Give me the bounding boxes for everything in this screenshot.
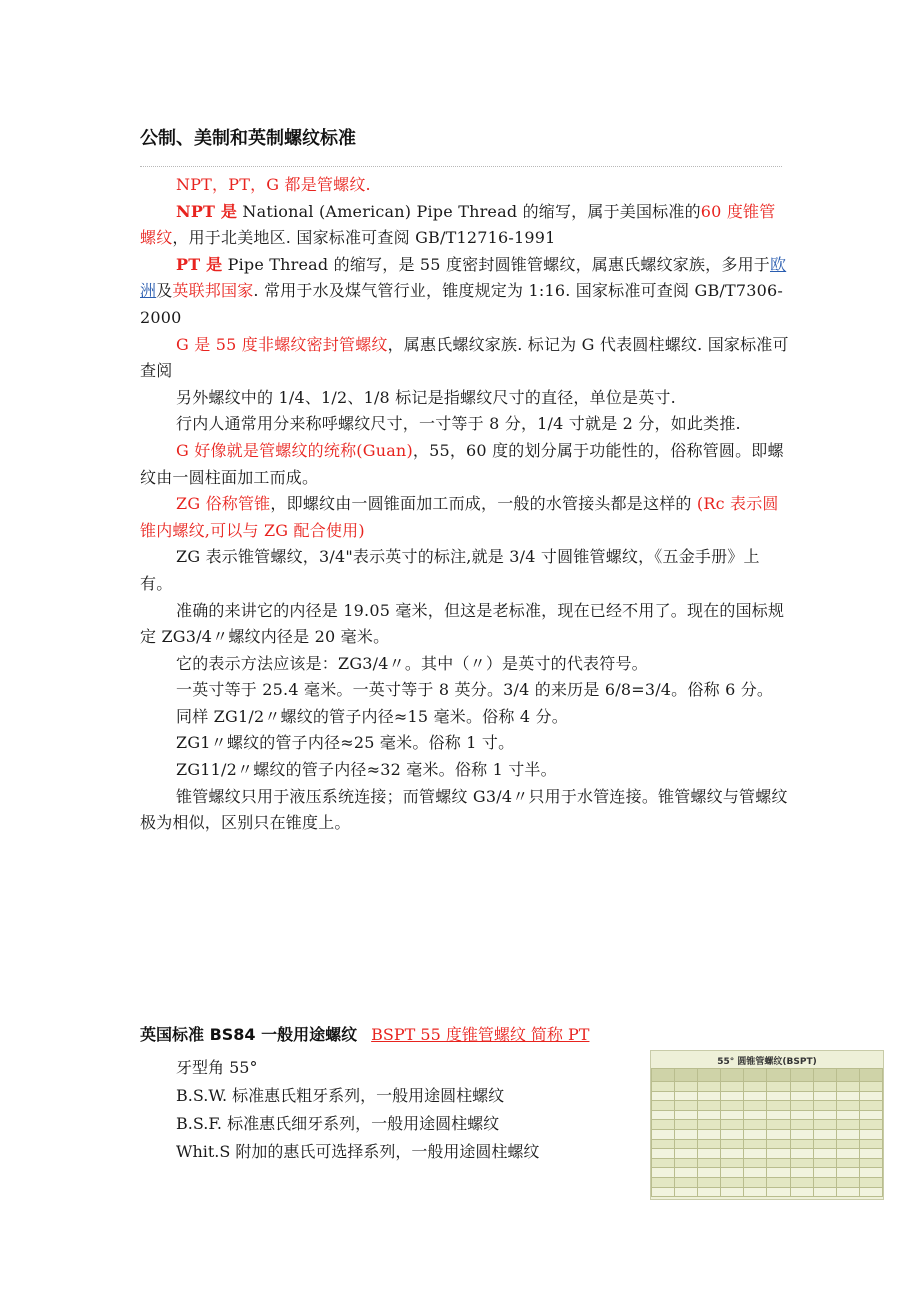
paragraph-npt: [140, 199, 790, 252]
list-item: 牙型角 55°: [176, 1058, 258, 1077]
section-title-text: 英国标准 BS84 一般用途螺纹: [140, 1025, 358, 1044]
paragraph-6: 行内人通常用分来称呼螺纹尺寸，一寸等于 8 分，1/4 寸就是 2 分，如此类推.: [176, 414, 741, 434]
p3-lead: PT 是: [176, 254, 223, 274]
p2-tail: ，用于北美地区. 国家标准可查阅 GB/T12716-1991: [172, 228, 556, 248]
p4-tail: ，属惠氏螺纹家族. 标记为 G 代表圆柱螺纹. 国家标准可查阅: [140, 334, 789, 381]
p7-lead: G 好像就是管螺纹的统称(Guan): [176, 440, 413, 460]
p4-lead: G 是 55 度非螺纹密封管螺纹: [176, 334, 388, 354]
europe-link[interactable]: 欧洲: [140, 254, 787, 301]
list-item: B.S.W. 标准惠氏粗牙系列，一般用途圆柱螺纹: [176, 1086, 505, 1105]
p1-text: NPT，PT，G 都是管螺纹.: [176, 175, 371, 194]
paragraph-16: 锥管螺纹只用于液压系统连接；而管螺纹 G3/4〃只用于水管连接。锥管螺纹与管螺纹极为相似，区别只在锥度上。: [140, 786, 788, 833]
paragraph-12: 一英寸等于 25.4 毫米。一英寸等于 8 英分。3/4 的来历是 6/8=3/4。俗称 6 分。: [176, 680, 774, 700]
paragraph-11: 它的表示方法应该是：ZG3/4〃。其中（〃）是英寸的代表符号。: [176, 653, 648, 673]
list-item: B.S.F. 标准惠氏细牙系列，一般用途圆柱螺纹: [176, 1114, 500, 1133]
p8-red: (Rc 表示圆锥内螺纹,可以与 ZG 配合使用): [140, 494, 779, 540]
paragraph-5: 另外螺纹中的 1/4、1/2、1/8 标记是指螺纹尺寸的直径，单位是英寸.: [176, 387, 676, 407]
p3-mid: Pipe Thread 的缩写，是 55 度密封圆锥管螺纹，属惠氏螺纹家族，多用于: [222, 254, 770, 274]
p7-tail: ，55，60 度的划分属于功能性的，俗称管圆。即螺纹由一圆柱面加工而成。: [140, 440, 784, 487]
document-body: [140, 172, 790, 837]
paragraph-13: 同样 ZG1/2〃螺纹的管子内径≈15 毫米。俗称 4 分。: [176, 706, 568, 726]
section-subtitle-link[interactable]: BSPT 55 度锥管螺纹 简称 PT: [371, 1025, 590, 1044]
p3-tail: . 常用于水及煤气管行业，锥度规定为 1:16. 国家标准可查阅 GB/T7306-2000: [140, 281, 783, 327]
p3-and: 及: [156, 281, 173, 301]
paragraph-9: ZG 表示锥管螺纹，3/4"表示英寸的标注,就是 3/4 寸圆锥管螺纹，《五金手册》上有。: [140, 547, 760, 593]
paragraph-14: ZG1〃螺纹的管子内径≈25 毫米。俗称 1 寸。: [176, 733, 515, 753]
p8-mid: ，即螺纹由一圆锥面加工而成，一般的水管接头都是这样的: [270, 494, 697, 514]
p3-red: 英联邦国家: [172, 281, 254, 301]
paragraph-7: [140, 438, 790, 491]
list-item: Whit.S 附加的惠氏可选择系列，一般用途圆柱螺纹: [176, 1142, 540, 1161]
p2-mid: National (American) Pipe Thread 的缩写，属于美国标准的: [237, 201, 701, 221]
bspt-table-image: [650, 1050, 884, 1200]
page-title: 公制、美制和英制螺纹标准: [140, 128, 356, 149]
bspt-table: [651, 1068, 883, 1197]
paragraph-pt: [140, 252, 790, 332]
paragraph-8: [140, 491, 790, 544]
p8-lead: ZG 俗称管锥: [176, 494, 271, 514]
paragraph-1: [140, 172, 790, 199]
paragraph-g: [140, 332, 790, 385]
paragraph-10: 准确的来讲它的内径是 19.05 毫米，但这是老标准，现在已经不用了。现在的国标规定 ZG3/4〃螺纹内径是 20 毫米。: [140, 600, 785, 647]
bs84-list: [176, 1054, 646, 1166]
title-divider: [140, 166, 782, 167]
paragraph-15: ZG11/2〃螺纹的管子内径≈32 毫米。俗称 1 寸半。: [176, 760, 557, 780]
table-caption: 55° 圆锥管螺纹(BSPT): [717, 1057, 817, 1067]
p2-red: 60 度锥管螺纹: [140, 201, 776, 248]
p2-lead: NPT 是: [176, 201, 238, 221]
section-bs84-title: [140, 1022, 589, 1045]
